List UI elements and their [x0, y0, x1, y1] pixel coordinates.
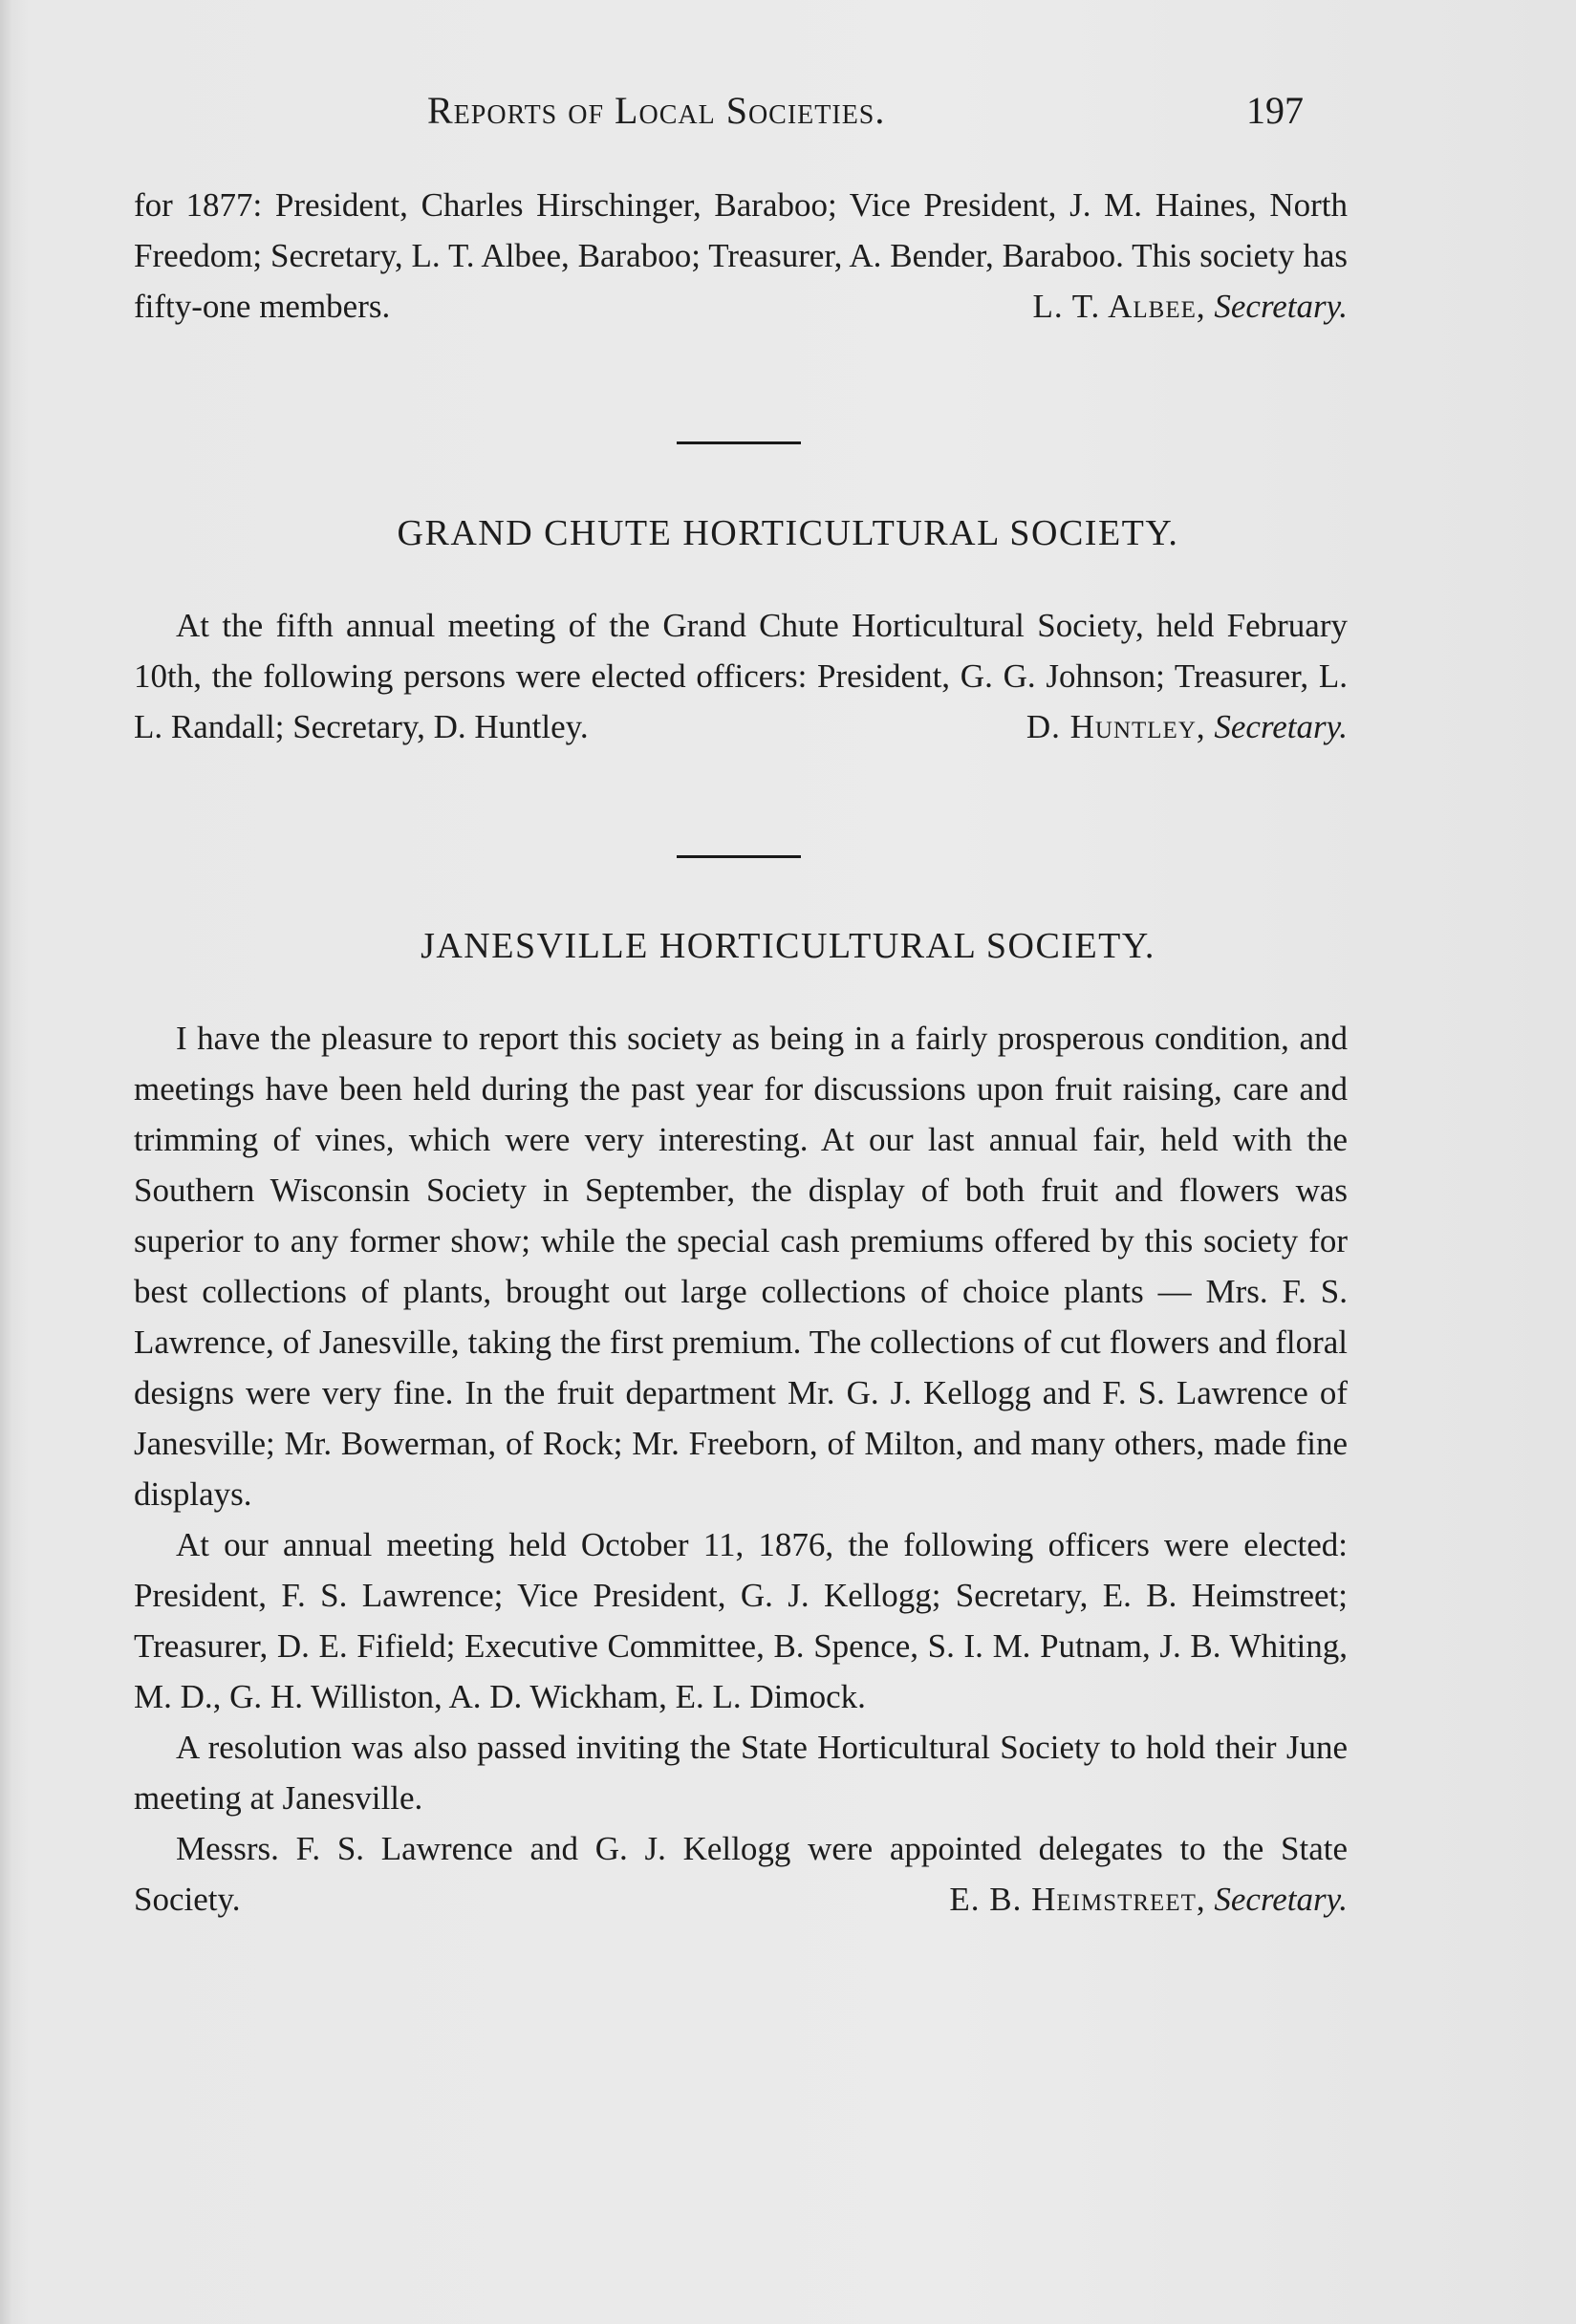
running-header [0, 88, 1576, 138]
grand-chute-text: At the fifth annual meeting of the Grand Chute Horticultural Society, held February 10th, the following persons were elected officers: President, G. G. Johnson; Treasurer, L. L. Randall; Secretary, D. Huntley. [134, 607, 1348, 745]
signature-name: E. B. Heimstreet, [949, 1881, 1206, 1918]
janesville-paragraph-1: I have the pleasure to report this society as being in a fairly prosperous condition, and meetings have been held during the past year for discussions upon fruit raising, care and trimming of vines, which were very interesting. At our last annual fair, held with the Southern Wisconsin Society in September, the display of both fruit and flowers was superior to any former show; while the special cash premiums offered by this society for best collections of plants, brought out large collections of choice plants — Mrs. F. S. Lawrence, of Janesville, taking the first premium. The collections of cut flowers and floral designs were very fine. In the fruit department Mr. G. J. Kellogg and F. S. Lawrence of Janesville; Mr. Bowerman, of Rock; Mr. Freeborn, of Milton, and many others, made fine displays. [134, 1020, 1348, 1513]
grand-chute-report [134, 600, 1348, 752]
running-title: Reports of Local Societies. [427, 89, 886, 132]
continued-report [134, 180, 1348, 332]
janesville-report [134, 1013, 1348, 1925]
signature-name: L. T. Albee, [1032, 288, 1206, 325]
janesville-signature [134, 1874, 1348, 1925]
section-divider [677, 441, 801, 444]
janesville-paragraph-3: A resolution was also passed inviting the State Horticultural Society to hold their June meeting at Janesville. [134, 1729, 1348, 1817]
page-number: 197 [1246, 89, 1304, 132]
grand-chute-heading: GRAND CHUTE HORTICULTURAL SOCIETY. [397, 513, 1179, 553]
signature-title: Secretary. [1214, 1881, 1348, 1918]
signature-name: D. Huntley, [1025, 708, 1206, 745]
page-edge-shadow [0, 0, 13, 2324]
janesville-heading: JANESVILLE HORTICULTURAL SOCIETY. [421, 926, 1155, 966]
janesville-paragraph-2: At our annual meeting held October 11, 1876, the following officers were elected: President, F. S. Lawrence; Vice President, G. J. Kellogg; Secretary, E. B. Heimstreet; Treasurer, D. E. Fifield; Executive Committee, B. Spence, S. I. M. Putnam, J. B. Whiting, M. D., G. H. Williston, A. D. Wickham, E. L. Dimock. [134, 1526, 1348, 1715]
continued-report-text: for 1877: President, Charles Hirschinger, Baraboo; Vice President, J. M. Haines, North Freedom; Secretary, L. T. Albee, Baraboo; Treasurer, A. Bender, Baraboo. This society has fifty-one members. [134, 186, 1348, 325]
section-divider [677, 855, 801, 858]
signature-title: Secretary. [1214, 708, 1348, 745]
signature-title: Secretary. [1214, 288, 1348, 325]
janesville-paragraph-4: Messrs. F. S. Lawrence and G. J. Kellogg were appointed delegates to the State Society. [134, 1830, 1348, 1918]
